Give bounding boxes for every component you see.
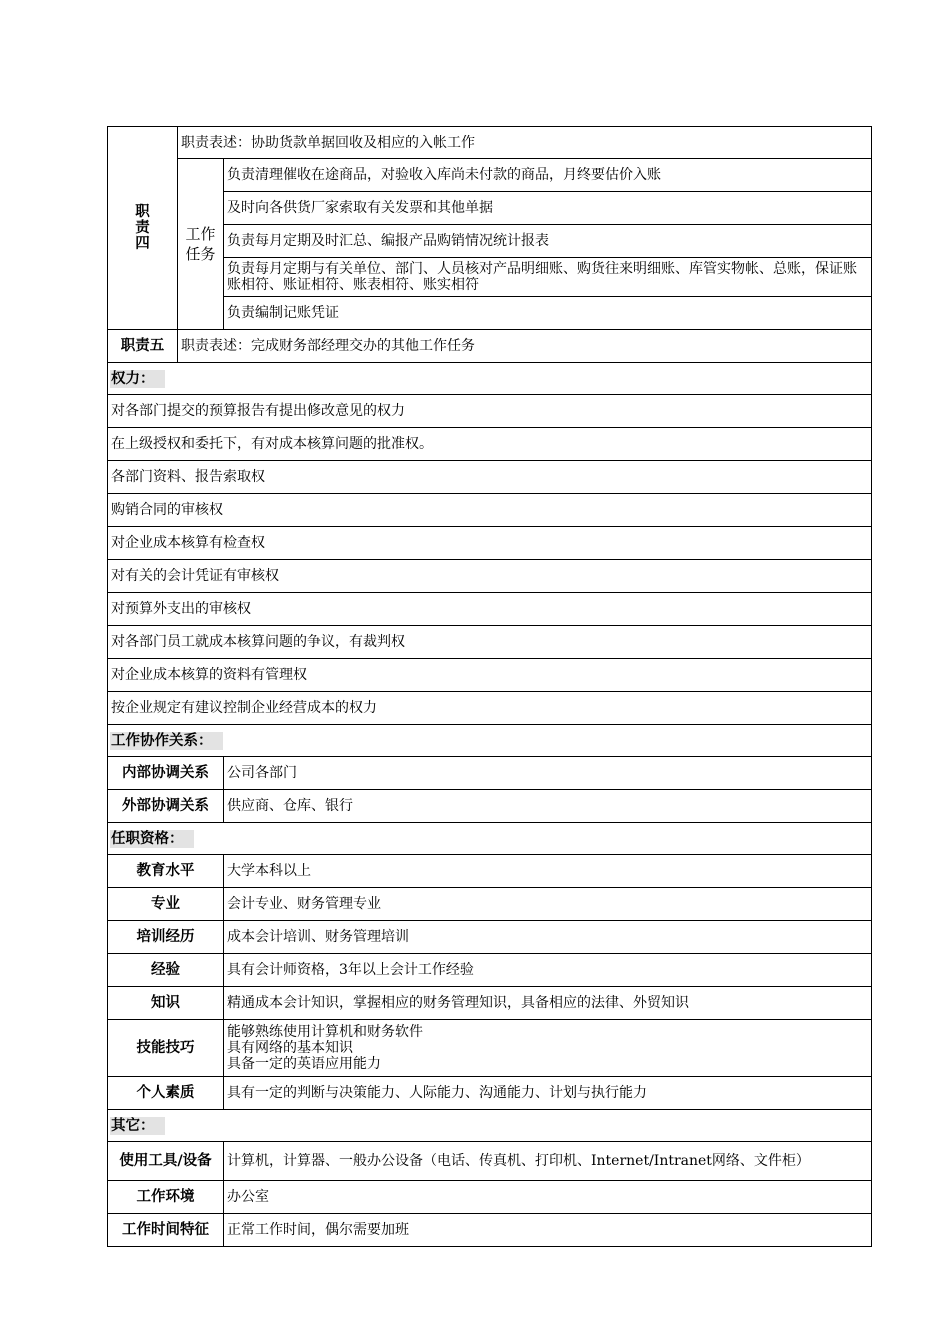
personal-row xyxy=(108,1077,872,1110)
authority-item: 在上级授权和委托下，有对成本核算问题的批准权。 xyxy=(108,428,872,461)
authority-item: 对企业成本核算的资料有管理权 xyxy=(108,659,872,692)
qualification-label: 培训经历 xyxy=(108,921,224,954)
duty4-description: 职责表述：协助货款单据回收及相应的入帐工作 xyxy=(178,127,872,159)
authority-item: 各部门资料、报告索取权 xyxy=(108,461,872,494)
qualification-label: 专业 xyxy=(108,888,224,921)
authority-item: 对各部门员工就成本核算问题的争议，有裁判权 xyxy=(108,626,872,659)
duty4-description-row xyxy=(108,127,872,159)
other-header: 其它： xyxy=(108,1110,872,1142)
other-label: 工作环境 xyxy=(108,1181,224,1214)
duty5-label: 职责五 xyxy=(108,330,178,363)
other-value: 正常工作时间，偶尔需要加班 xyxy=(224,1214,872,1247)
other-label: 工作时间特征 xyxy=(108,1214,224,1247)
skills-line: 能够熟练使用计算机和财务软件 xyxy=(227,1024,423,1040)
relations-label: 内部协调关系 xyxy=(108,757,224,790)
authority-item: 对预算外支出的审核权 xyxy=(108,593,872,626)
duty4-task-row xyxy=(108,159,872,192)
personal-value: 具有一定的判断与决策能力、人际能力、沟通能力、计划与执行能力 xyxy=(224,1077,872,1110)
qualification-row xyxy=(108,987,872,1020)
job-description-document xyxy=(107,126,871,1247)
duty5-description: 职责表述：完成财务部经理交办的其他工作任务 xyxy=(178,330,872,363)
duty4-task: 及时向各供货厂家索取有关发票和其他单据 xyxy=(224,192,872,225)
qualification-row xyxy=(108,921,872,954)
duty4-task: 负责清理催收在途商品，对验收入库尚未付款的商品，月终要估价入账 xyxy=(224,159,872,192)
authority-item: 购销合同的审核权 xyxy=(108,494,872,527)
skills-line: 具备一定的英语应用能力 xyxy=(227,1056,381,1072)
relations-label: 外部协调关系 xyxy=(108,790,224,823)
relations-row xyxy=(108,757,872,790)
job-description-table xyxy=(107,126,872,1247)
authority-item: 对企业成本核算有检查权 xyxy=(108,527,872,560)
other-label: 使用工具/设备 xyxy=(108,1142,224,1181)
personal-label: 个人素质 xyxy=(108,1077,224,1110)
authority-item: 按企业规定有建议控制企业经营成本的权力 xyxy=(108,692,872,725)
other-row xyxy=(108,1142,872,1181)
authority-header: 权力： xyxy=(108,363,872,395)
other-value: 办公室 xyxy=(224,1181,872,1214)
qualification-value: 成本会计培训、财务管理培训 xyxy=(224,921,872,954)
qualifications-header-row xyxy=(108,823,872,855)
skills-row xyxy=(108,1020,872,1077)
authority-item: 对各部门提交的预算报告有提出修改意见的权力 xyxy=(108,395,872,428)
qualification-label: 教育水平 xyxy=(108,855,224,888)
relations-header: 工作协作关系： xyxy=(108,725,872,757)
qualification-value: 大学本科以上 xyxy=(224,855,872,888)
relations-value: 公司各部门 xyxy=(224,757,872,790)
qualification-value: 精通成本会计知识，掌握相应的财务管理知识，具备相应的法律、外贸知识 xyxy=(224,987,872,1020)
duty5-row xyxy=(108,330,872,363)
qualification-row xyxy=(108,855,872,888)
relations-row xyxy=(108,790,872,823)
qualification-label: 经验 xyxy=(108,954,224,987)
duty4-task: 负责编制记账凭证 xyxy=(224,297,872,330)
other-value: 计算机，计算器、一般办公设备（电话、传真机、打印机、Internet/Intranet网络、文件柜） xyxy=(224,1142,872,1181)
other-row xyxy=(108,1181,872,1214)
qualification-label: 知识 xyxy=(108,987,224,1020)
qualification-value: 会计专业、财务管理专业 xyxy=(224,888,872,921)
qualification-value: 具有会计师资格，3年以上会计工作经验 xyxy=(224,954,872,987)
authority-item: 对有关的会计凭证有审核权 xyxy=(108,560,872,593)
relations-header-row xyxy=(108,725,872,757)
duty4-task-label: 工作 任务 xyxy=(178,159,224,330)
skills-line: 具有网络的基本知识 xyxy=(227,1040,353,1056)
qualifications-header: 任职资格： xyxy=(108,823,872,855)
duty4-label: 职 责 四 xyxy=(108,127,178,330)
duty4-task: 负责每月定期与有关单位、部门、人员核对产品明细账、购货往来明细账、库管实物帐、总账，保证账账相符、账证相符、账表相符、账实相符 xyxy=(224,258,872,297)
skills-value xyxy=(224,1020,872,1077)
other-header-row xyxy=(108,1110,872,1142)
authority-header-row xyxy=(108,363,872,395)
relations-value: 供应商、仓库、银行 xyxy=(224,790,872,823)
other-row xyxy=(108,1214,872,1247)
qualification-row xyxy=(108,888,872,921)
skills-label: 技能技巧 xyxy=(108,1020,224,1077)
qualification-row xyxy=(108,954,872,987)
duty4-task: 负责每月定期及时汇总、编报产品购销情况统计报表 xyxy=(224,225,872,258)
